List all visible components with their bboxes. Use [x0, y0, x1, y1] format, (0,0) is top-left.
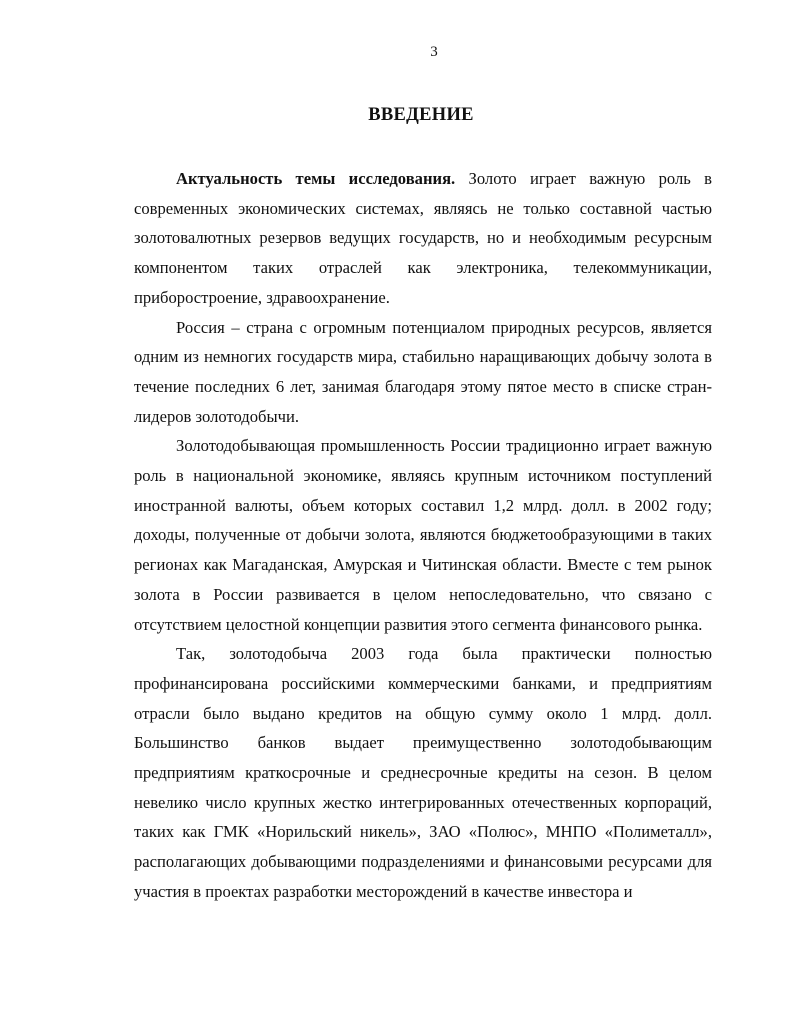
paragraph-industry: Золотодобывающая промышленность России традиционно играет важную роль в национальной экономике, являясь крупным источником поступлений иностранной валюты, объем которых составил 1,2 млрд. долл. в 2002 году; доходы, полученные от добычи золота, являются бюджетообразующими в таких регионах как Магаданская, Амурская и Читинская области. Вместе с тем рынок золота в России развивается в целом непоследовательно, что связано с отсутствием целостной концепции развития этого сегмента финансового рынка. [134, 436, 712, 634]
paragraph-text: Золото играет важную роль в современных экономических системах, являясь не только составной частью золотовалютных резервов ведущих государств, но и необходимым ресурсным компонентом таких отраслей как электроника, телекоммуникации, приборостроение, здравоохранение. [134, 169, 712, 307]
paragraph-russia: Россия – страна с огромным потенциалом природных ресурсов, является одним из немногих государств мира, стабильно наращивающих добычу золота в течение последних 6 лет, занимая благодаря этому пятое место в списке стран-лидеров золотодобычи. [134, 317, 712, 426]
paragraph-lead: Актуальность темы исследования. [176, 169, 456, 188]
body-text [134, 164, 712, 907]
section-heading: ВВЕДЕНИЕ [368, 105, 474, 125]
paragraph-relevance [134, 164, 712, 313]
page-number: 3 [430, 44, 438, 60]
paragraph-financing: Так, золотодобыча 2003 года была практически полностью профинансирована российскими коммерческими банками, и предприятиям отрасли было выдано кредитов на общую сумму около 1 млрд. долл. Большинство банков выдает преимущественно золотодобывающим предприятиям краткосрочные и среднесрочные кредиты на сезон. В целом невелико число крупных жестко интегрированных отечественных корпораций, таких как ГМК «Норильский никель», ЗАО «Полюс», МНПО «Полиметалл», располагающих добывающими подразделениями и финансовыми ресурсами для участия в проектах разработки месторождений в качестве инвестора и [134, 644, 712, 901]
